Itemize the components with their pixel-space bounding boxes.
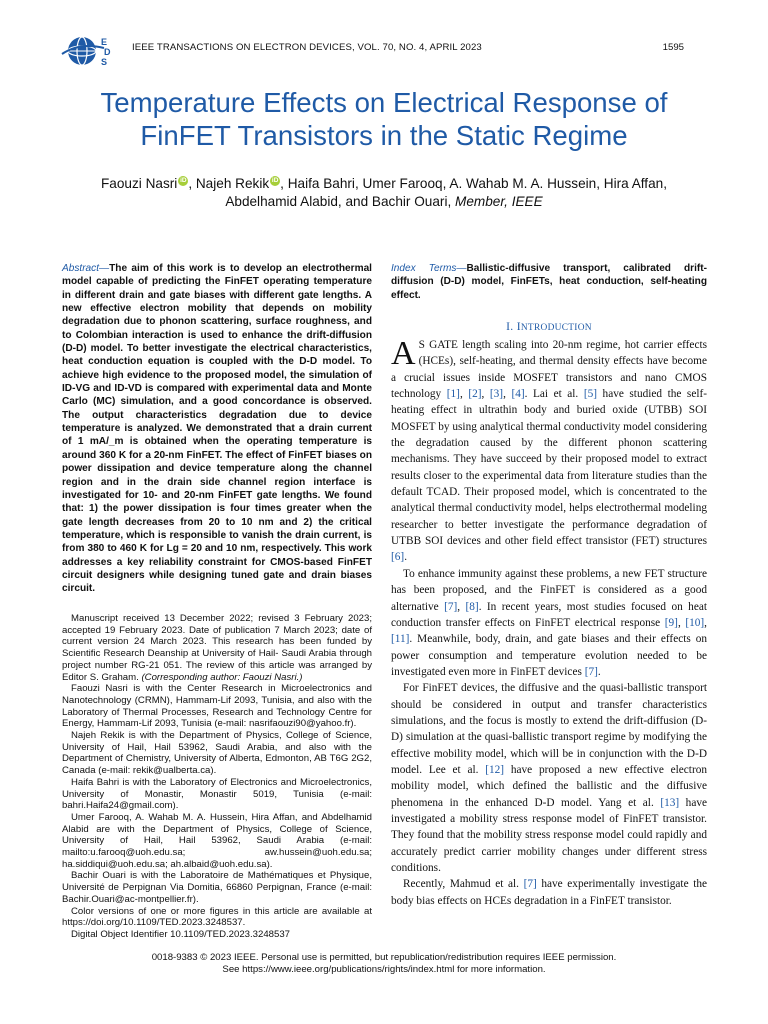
title-line-2: FinFET Transistors in the Static Regime [140,120,628,151]
citation-link[interactable]: [9] [664,616,678,629]
citation-link[interactable]: [4] [511,388,525,401]
footnote-affiliation: Bachir Ouari is with the Laboratoire de Mathématiques et Physique, Université de Perpignan Via Domitia, 66860 Perpignan, France (e-mail: Bachir.Ouari@ac-montpellier.fr). [62,870,372,905]
section-heading: I. INTRODUCTION [506,320,592,333]
footnote-manuscript: Manuscript received 13 December 2022; revised 3 February 2023; accepted 19 February 2023. Date of publication 7 March 2023; date of current version 24 March 2023. This research has been funded by Scientific Research Deanship at University of Hail- Saudi Arabia through project number RG-21 051. The review of this article was arranged by Editor S. Graham. (Corresponding author: Faouzi Nasri.) [62,613,372,683]
footnote-affiliation: Haifa Bahri is with the Laboratory of Electronics and Microelectronics, University of Monastir, Monastir 5019, Tunisia (e-mail: bahri.Haifa24@gmail.com). [62,776,372,812]
citation-link[interactable]: [11] [391,633,410,646]
intro-paragraph: To enhance immunity against these problems, a new FET structure has been proposed, and the FinFET is considered as a good alternative [7], [8]. In recent years, most studies focused on heat conduction transfer effects on FinFET electrical response [9], [10], [11]. Meanwhile, body, drain, and gate biases and their effects on power consumption and temperature evolution needed to be investigated even more in FinFET devices [7]. [391,567,707,678]
footnote-affiliation: Umer Farooq, A. Wahab M. A. Hussein, Hira Affan, and Abdelhamid Alabid are with the Department of Physics, College of Science, University of Hail, Hail 53962, Saudi Arabia (e-mail: mailto:u.farooq@uoh.edu.sa; aw.hussein@uoh.edu.sa; ha.siddiqui@uoh.edu.sa; ah.albaid@uoh.edu.sa). [62,811,372,870]
eds-logo [60,34,120,68]
page-number: 1595 [662,42,684,53]
copyright-line-2: See https://www.ieee.org/publications/rights/index.html for more information. [222,964,546,975]
citation-link[interactable]: [7] [444,600,458,613]
copyright-line-1: 0018-9383 © 2023 IEEE. Personal use is permitted, but republication/redistribution requires IEEE permission. [151,952,617,963]
citation-link[interactable]: [8] [465,600,479,613]
abstract [62,262,372,596]
intro-paragraph: A S GATE length scaling into 20-nm regime, hot carrier effects (HCEs), self-heating, and thermal density effects have become a crucial issues inside MOSFET transistors and nano CMOS technology [1], [2], [3], [4]. Lai et al. [5] have studied the self-heating effect in ultrathin body and buried oxide (UTBB) SOI MOSFET by using analytical thermal conductivity model considering the degradation caused by the different phonon scattering mechanisms. They have succeed by their proposed model to extract results closer to the experimental data from literature studies than the default TCAD. Their proposed model, which is concentrated to the analytical thermal conductivity model, helps electrothermal modeling researcher to better investigate the performance degradation of UTBB SOI devices and other field effect transistor (FET) structures [6]. [391,335,707,564]
citation-link[interactable]: [13] [660,796,680,809]
citation-link[interactable]: [1] [446,388,460,401]
introduction-body [391,337,707,909]
footnote-doi: Digital Object Identifier 10.1109/TED.2023.3248537 [71,928,291,940]
intro-paragraph: For FinFET devices, the diffusive and the quasi-ballistic transport should be considered in output and transfer characteristics simulations, and the focus is mostly to extend the drift-diffusion (D-D) simulation at the quasi-ballistic transport regime by modifying the effective mobility model, which will be in conjunction with the D-D model. Lee et al. [12] have proposed a new effective electron mobility model, which defined the ballistic and the diffusive phenomena in the enhanced D-D model. Yang et al. [13] have investigated a mobility stress response model of FinFET transistor. They found that the mobility stress response model could rapidly and accurately predict carrier mobility changes under different stress conditions. [391,682,708,874]
logo-letter-e: E [101,37,108,47]
footnote-affiliation: Faouzi Nasri is with the Center Research in Microelectronics and Nanotechnology (CRMN), Hammam-Lif 2093, Tunisia, and also with the Laboratory of Thermal Processes, Research and Technology Centre for Energy, Hammam-Lif 2093, Tunisia (e-mail: nasrifaouzi90@yahoo.fr). [62,683,372,730]
paper-title [40,86,728,152]
abstract-text: The aim of this work is to develop an electrothermal model capable of predicting the FinFET operating temperature in different drain and gate biases with different gate lengths. A new effective electron mobility that depends on mobility degradation due to phonon scattering, surface roughness, and to Colombian interaction is used to enhance the drift-diffusion (D-D) model. To better investigate the electrical characteristics, heat conduction equation is coupled with the D-D model. To achieve high evidence to the proposed model, the simulation of ID-VG and ID-VD is compared with experimental data and Monte Carlo (MC) simulation, and a good concordance is observed. The output characteristics degradation due to device temperature is analyzed. We demonstrated that a drain current of 1 mA/_m is obtained when the operating temperature is around 360 K for a 20-nm FinFET. The effect of FinFET biases on power dissipation and device temperature along the channel region and in the drain side channel region interface is investigated for 10- and 20-nm FinFET gate lengths. We found that: 1) the power dissipation is four times greater when the gate length decreases from 20 to 10 nm and 2) the critical temperature, which is responsible to vanish the drain current, is from 380 to 460 K for Lg = 20 and 10 nm, respectively. This work addresses a key reliability constraint for CMOS-based FinFET circuit designers while designing tuned gate and drain biases circuit. [62,263,372,595]
author-3: , Haifa Bahri, Umer Farooq, A. Wahab M. A. Hussein, Hira Affan, [280,176,667,191]
author-4: Abdelhamid Alabid, and Bachir Ouari, [225,194,452,209]
footnote-affiliation: Najeh Rekik is with the Department of Physics, College of Science, University of Hail, Hail 53962, Saudi Arabia, and also with the Department of Chemistry, University of Alberta, Edmonton, AB T6G 2G2, Canada (e-mail: rekik@ualberta.ca). [62,730,372,777]
logo-letter-d: D [104,47,111,57]
author-2: , Najeh Rekik [188,176,270,191]
running-head: IEEE TRANSACTIONS ON ELECTRON DEVICES, VOL. 70, NO. 4, APRIL 2023 [132,42,482,53]
orcid-icon[interactable]: iD [180,177,187,185]
citation-link[interactable]: [3] [489,388,504,401]
citation-link[interactable]: [12] [485,763,505,776]
logo-letter-s: S [101,57,108,67]
intro-paragraph: Recently, Mahmud et al. [7] have experimentally investigate the body bias effects on HCEs degradation in a FinFET transistor. [391,878,707,907]
citation-link[interactable]: [5] [583,388,597,401]
author-list [40,175,728,211]
footnotes [62,613,372,941]
citation-link[interactable]: [7] [523,878,537,891]
orcid-icon[interactable]: iD [271,177,279,185]
author-membership: Member, IEEE [451,194,543,209]
index-terms-label: Index Terms— [391,263,467,274]
index-terms [391,262,707,302]
index-terms-text: Ballistic-diffusive transport, calibrated drift-diffusion (D-D) model, FinFETs, heat conduction, self-heating effect. [391,263,708,301]
abstract-label: Abstract— [62,263,110,274]
copyright-notice [40,952,728,976]
drop-cap: A [391,335,416,372]
citation-link[interactable]: [10] [685,616,705,629]
citation-link[interactable]: [7] [584,665,598,678]
citation-link[interactable]: [6] [391,551,405,564]
author-1: Faouzi Nasri [101,176,178,191]
citation-link[interactable]: [2] [468,388,482,401]
footnote-color-versions: Color versions of one or more figures in this article are available at https://doi.org/10.1109/TED.2023.3248537. [62,905,372,929]
title-line-1: Temperature Effects on Electrical Response of [100,87,668,118]
